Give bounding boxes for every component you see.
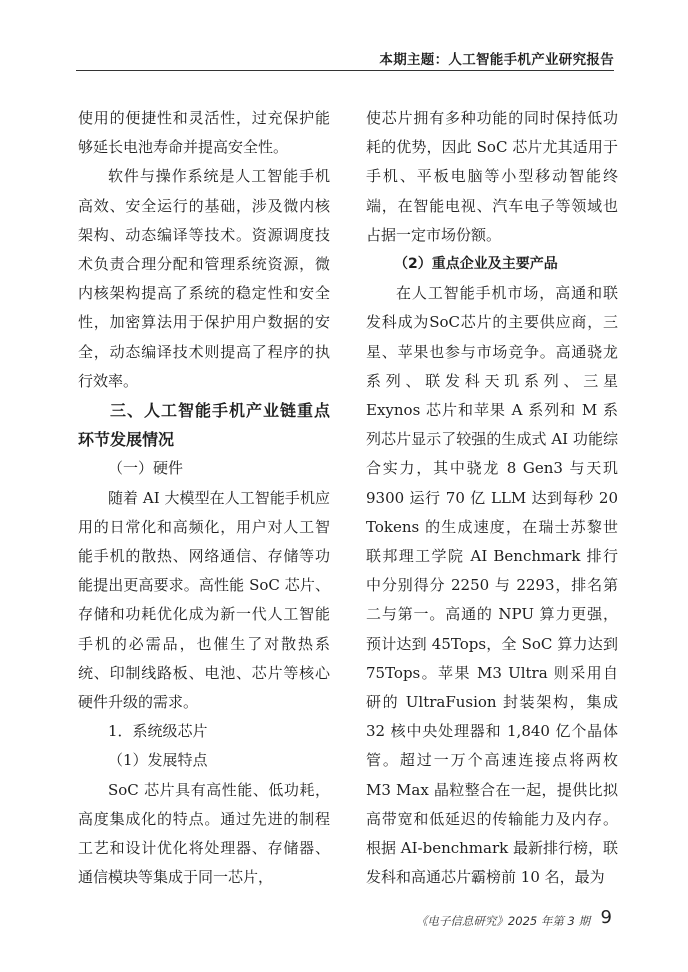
footer-journal-name: 《电子信息研究》2025 年第 3 期 — [415, 914, 590, 928]
left-paragraph-soc-features: SoC 芯片具有高性能、低功耗，高度集成化的特点。通过先进的制程工艺和设计优化将处理器、存储器、通信模块等集成于同一芯片， — [78, 780, 330, 887]
subsection-heading-companies: （2）重点企业及主要产品 — [394, 256, 558, 273]
running-header-title: 本期主题：人工智能手机产业研究报告 — [379, 52, 614, 68]
left-paragraph-hardware: 随着 AI 大模型在人工智能手机应用的日常化和高频化，用户对人工智能手机的散热、网络通信、存储等功能提出更高要求。高性能 SoC 芯片、存储和功耗优化成为新一代人工智能手机的必需品，也催生了对散热系统、印制线路板、电池、芯片等核心硬件升级的需求。 — [78, 488, 330, 712]
section-heading-industry-chain: 三、人工智能手机产业链重点环节发展情况 — [78, 401, 330, 450]
right-paragraph-soc-advantage: 使芯片拥有多种功能的同时保持低功耗的优势，因此 SoC 芯片尤其适用于手机、平板电脑等小型移动智能终端，在智能电视、汽车电子等领域也占据一定市场份额。 — [366, 109, 618, 244]
subsection-heading-soc: 1．系统级芯片 — [108, 722, 208, 741]
page-number: 9 — [600, 907, 612, 928]
left-column — [78, 104, 330, 892]
header-divider — [76, 70, 614, 71]
left-paragraph-battery: 使用的便捷性和灵活性，过充保护能够延长电池寿命并提高安全性。 — [78, 109, 330, 157]
right-paragraph-market: 在人工智能手机市场，高通和联发科成为SoC芯片的主要供应商，三星、苹果也参与市场竞争。高通骁龙系列、联发科天玑系列、三星 Exynos 芯片和苹果 A 系列和 M 系列芯片显示了较强的生成式 AI 功能综合实力，其中骁龙 8 Gen3 与天玑 9300 运行 70 亿 LLM 达到每秒 20 Tokens 的生成速度，在瑞士苏黎世联邦理工学院 AI Benchmark 排行中分别得分 2250 与 2293，排名第二与第一。高通的 NPU 算力更强，预计达到 45Tops，全 SoC 算力达到 75Tops。苹果 M3 Ultra 则采用自研的 UltraFusion 封装架构，集成 32 核中央处理器和 1,840 亿个晶体管。超过一万个高速连接点将两枚 M3 Max 晶粒整合在一起，提供比拟高带宽和低延迟的传输能力及内存。根据 AI-benchmark 最新排行榜，联发科和高通芯片霸榜前 10 名，最为 — [366, 284, 618, 887]
subsection-heading-hardware: （一）硬件 — [108, 459, 184, 478]
left-paragraph-software: 软件与操作系统是人工智能手机高效、安全运行的基础，涉及微内核架构、动态编译等技术。资源调度技术负责合理分配和管理系统资源，微内核架构提高了系统的稳定性和安全性，加密算法用于保护用户数据的安全，动态编译技术则提高了程序的执行效率。 — [78, 167, 330, 390]
right-column — [366, 104, 618, 892]
subsection-heading-features: （1）发展特点 — [108, 751, 208, 770]
